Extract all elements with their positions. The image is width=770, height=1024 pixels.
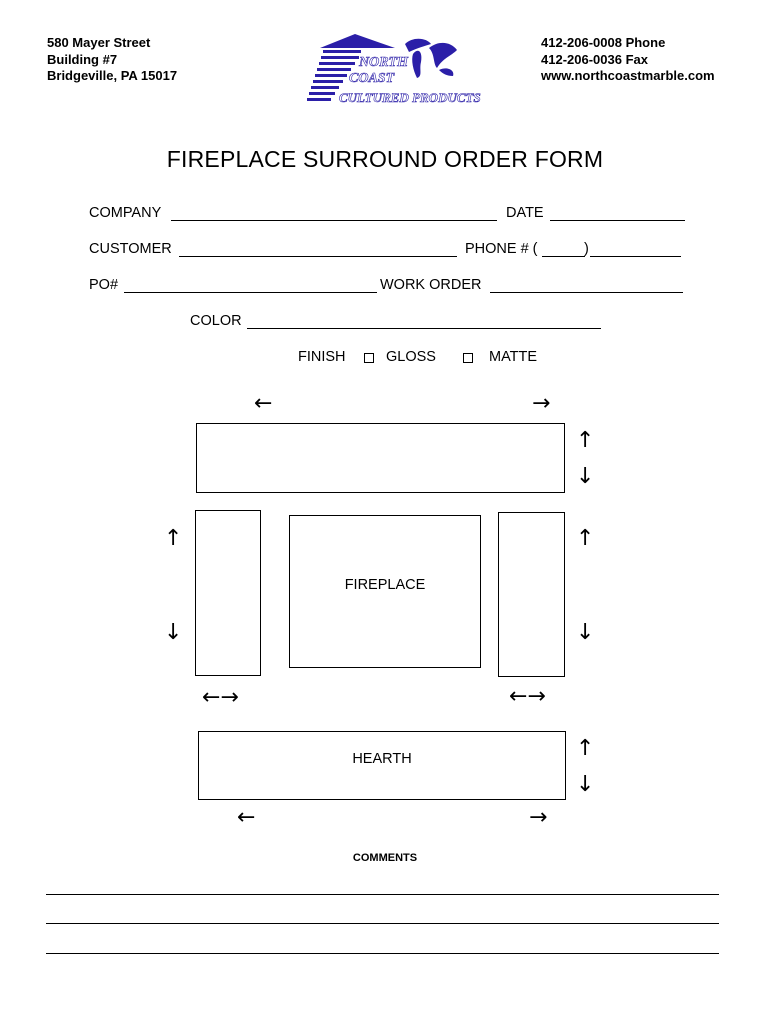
hearth-height-down-arrow: ↓ — [576, 772, 595, 797]
right-leg-up-arrow: ↑ — [576, 526, 595, 551]
logo-text-cultured: CULTURED PRODUCTS — [339, 90, 481, 105]
address-city: Bridgeville, PA 15017 — [47, 68, 178, 83]
company-label: COMPANY — [89, 205, 162, 221]
company-field[interactable] — [171, 220, 497, 221]
phone-label: PHONE # ( — [465, 241, 538, 257]
logo-text-coast: COAST — [349, 71, 395, 86]
comments-line-2[interactable] — [46, 923, 719, 924]
left-leg-down-arrow: ↓ — [164, 620, 183, 645]
matte-label: MATTE — [489, 349, 538, 365]
mantel-box — [196, 423, 565, 493]
mantel-height-up-arrow: ↑ — [576, 428, 595, 453]
finish-label: FINISH — [298, 349, 346, 365]
left-leg-up-arrow: ↑ — [164, 526, 183, 551]
hearth-box — [198, 731, 566, 800]
po-label: PO# — [89, 277, 119, 293]
right-leg-width-arrows: ←→ — [509, 684, 546, 709]
contact-website: www.northcoastmarble.com — [541, 68, 715, 83]
address-building: Building #7 — [47, 51, 118, 67]
po-field[interactable] — [124, 292, 377, 293]
date-field[interactable] — [550, 220, 685, 221]
contact-phone: 412-206-0008 Phone — [541, 35, 666, 50]
right-leg-box — [498, 512, 565, 677]
mantel-height-down-arrow: ↓ — [576, 464, 595, 489]
logo-graphic — [305, 30, 481, 110]
gloss-checkbox[interactable] — [364, 353, 374, 363]
north-coast-logo — [305, 30, 481, 110]
logo-text-north: NORTH — [359, 55, 408, 70]
date-label: DATE — [506, 205, 544, 221]
customer-field[interactable] — [179, 256, 457, 257]
phone-area-code-field[interactable] — [542, 256, 585, 257]
company-address — [47, 35, 177, 85]
right-leg-down-arrow: ↓ — [576, 620, 595, 645]
gloss-label: GLOSS — [386, 349, 436, 365]
work-order-field[interactable] — [490, 292, 683, 293]
comments-line-1[interactable] — [46, 894, 719, 895]
hearth-height-up-arrow: ↑ — [576, 736, 595, 761]
phone-paren: ) — [584, 241, 589, 257]
comments-line-3[interactable] — [46, 953, 719, 954]
left-leg-width-arrows: ←→ — [202, 685, 239, 710]
color-field[interactable] — [247, 328, 601, 329]
work-order-label: WORK ORDER — [380, 277, 482, 293]
address-street: 580 Mayer Street — [47, 35, 151, 50]
contact-fax: 412-206-0036 Fax — [541, 51, 648, 67]
fireplace-box — [289, 515, 481, 668]
hearth-width-right-arrow: → — [529, 805, 548, 830]
hearth-width-left-arrow: ← — [237, 805, 256, 830]
left-leg-box — [195, 510, 261, 676]
fireplace-label: FIREPLACE — [344, 577, 426, 593]
mantel-width-right-arrow: → — [532, 391, 551, 416]
mantel-width-left-arrow: ← — [254, 391, 273, 416]
company-contact — [541, 35, 715, 85]
hearth-label: HEARTH — [352, 751, 412, 767]
form-title: FIREPLACE SURROUND ORDER FORM — [166, 146, 604, 172]
color-label: COLOR — [190, 313, 242, 329]
matte-checkbox[interactable] — [463, 353, 473, 363]
customer-label: CUSTOMER — [89, 241, 172, 257]
comments-title: COMMENTS — [352, 852, 418, 864]
phone-number-field[interactable] — [590, 256, 681, 257]
